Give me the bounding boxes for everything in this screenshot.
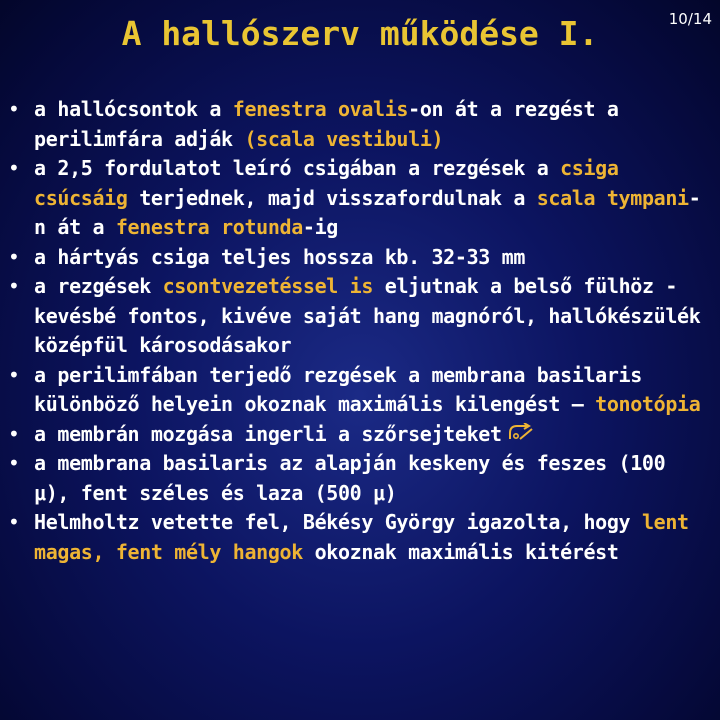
- bullet-text: eljutnak a belső fülhöz - kevésbé fontos, kivéve saját hang magnóról, hallókészülék középfül károsodásakor: [34, 274, 701, 357]
- bullet-list: [0, 95, 720, 567]
- bullet-text: -on át a rezgést a perilimfára adják: [34, 97, 619, 151]
- highlighted-text: lent magas, fent mély hangok: [34, 510, 689, 564]
- bullet-text: a membrana basilaris az alapján keskeny és feszes (100 μ), fent széles és laza (500 μ): [34, 451, 666, 505]
- bullet-item: [0, 361, 720, 420]
- bullet-text: a rezgések: [34, 274, 163, 298]
- bullet-marker: •: [8, 451, 20, 475]
- bullet-text: a membrán mozgása ingerli a szőrsejteket: [34, 421, 502, 446]
- bullet-marker: •: [8, 274, 20, 298]
- bullet-marker: •: [8, 362, 20, 387]
- bullet-item: [0, 508, 720, 567]
- bullet-text: a perilimfában terjedő rezgések a membrana basilaris különböző helyein okoznak maximális kilengést –: [34, 362, 642, 416]
- bullet-marker: •: [8, 421, 20, 446]
- bullet-marker: •: [8, 510, 20, 534]
- bullet-item: [0, 449, 720, 508]
- bullet-item: [0, 243, 720, 273]
- bullet-text: terjednek, majd visszafordulnak a: [127, 185, 537, 210]
- slide-number: 10/14: [668, 10, 712, 28]
- bullet-text: Helmholtz vetette fel, Békésy György igazolta, hogy: [34, 510, 642, 534]
- highlighted-text: csiga csúcsáig: [34, 156, 619, 210]
- bullet-marker: •: [8, 97, 20, 121]
- link-icon[interactable]: [508, 420, 534, 450]
- slide-title: A hallószerv működése I.: [121, 14, 599, 53]
- highlighted-text: csontvezetéssel is: [162, 274, 374, 298]
- highlighted-text: fenestra ovalis: [232, 97, 409, 121]
- bullet-text: -n át a: [34, 185, 701, 239]
- bullet-text: okoznak maximális kitérést: [302, 539, 619, 564]
- bullet-marker: •: [8, 244, 20, 269]
- highlighted-text: tonotópia: [595, 392, 701, 416]
- bullet-item: [0, 272, 720, 361]
- bullet-text: a 2,5 fordulatot leíró csigában a rezgések a: [34, 156, 561, 180]
- bullet-item: [0, 420, 720, 450]
- bullet-text: -ig: [302, 215, 338, 239]
- bullet-text: a hártyás csiga teljes hossza kb. 32-33 mm: [34, 244, 526, 269]
- highlighted-text: (scala vestibuli): [244, 126, 444, 151]
- highlighted-text: scala tympani: [536, 185, 689, 210]
- bullet-marker: •: [8, 156, 20, 180]
- highlighted-text: fenestra rotunda: [115, 215, 303, 239]
- bullet-item: [0, 154, 720, 243]
- bullet-item: [0, 95, 720, 154]
- bullet-text: a hallócsontok a: [34, 97, 233, 121]
